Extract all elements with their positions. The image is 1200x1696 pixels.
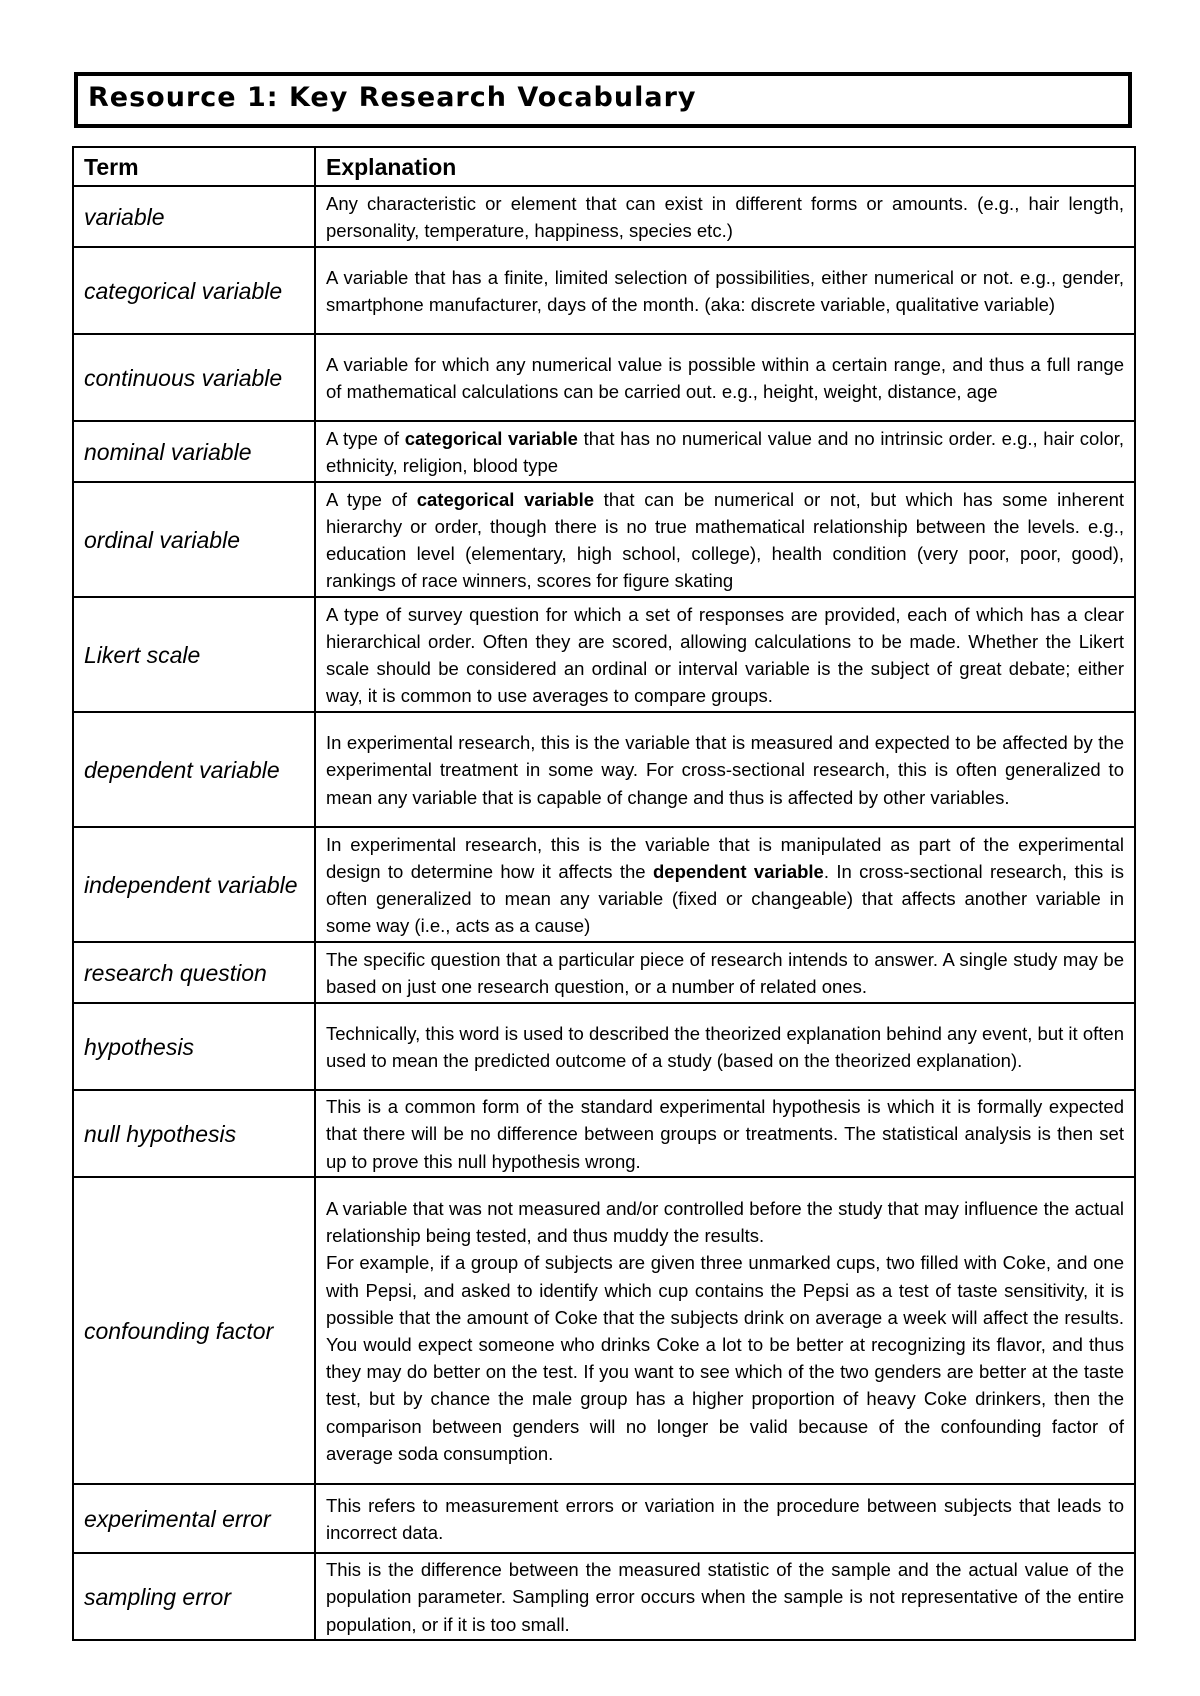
explanation-text: A type of (326, 488, 417, 510)
table-row (73, 597, 1135, 712)
explanation-keyword: dependent variable (652, 860, 824, 882)
table-row (73, 1003, 1135, 1090)
term-cell: ordinal variable (73, 482, 315, 597)
term-cell: dependent variable (73, 712, 315, 827)
table-row (73, 712, 1135, 827)
table-header-row (73, 147, 1135, 186)
term-cell: hypothesis (73, 1003, 315, 1090)
term-cell: confounding factor (73, 1177, 315, 1484)
explanation-cell: Technically, this word is used to described the theorized explanation behind any event, but it often used to mean the predicted outcome of a study (based on the theorized explanation). (315, 1003, 1135, 1090)
header-term: Term (73, 147, 315, 186)
term-cell: experimental error (73, 1484, 315, 1553)
explanation-cell (315, 421, 1135, 482)
explanation-cell: This refers to measurement errors or variation in the procedure between subjects that leads to incorrect data. (315, 1484, 1135, 1553)
explanation-cell (315, 1177, 1135, 1484)
term-cell: sampling error (73, 1553, 315, 1640)
explanation-text: In experimental research, this is the variable that is manipulated as part of the experimental design to determine how it affects the (326, 833, 1124, 882)
explanation-text: that can be numerical or not, but which has some inherent hierarchy or order, though there is no true mathematical relationship between the levels. e.g., education level (elementary, high school, college), health condition (very poor, poor, good), rankings of race winners, scores for figure skating (326, 488, 1125, 592)
page-title: Resource 1: Key Research Vocabulary (88, 82, 697, 113)
explanation-cell: This is a common form of the standard experimental hypothesis is which it is formally expected that there will be no difference between groups or treatments. The statistical analysis is then set up to prove this null hypothesis wrong. (315, 1090, 1135, 1177)
explanation-text: that has no numerical value and no intrinsic order. e.g., hair color, ethnicity, religion, blood type (326, 427, 1125, 476)
explanation-keyword: categorical variable (416, 488, 595, 510)
table-row (73, 1177, 1135, 1484)
explanation-text: . In cross-sectional research, this is often generalized to mean any variable (fixed or changeable) that affects another variable in some way (i.e., acts as a cause) (326, 860, 1124, 937)
table-row (73, 186, 1135, 247)
title-box (74, 72, 1132, 128)
explanation-cell: A variable for which any numerical value is possible within a certain range, and thus a full range of mathematical calculations can be carried out. e.g., height, weight, distance, age (315, 334, 1135, 421)
table-row (73, 1484, 1135, 1553)
explanation-cell: The specific question that a particular piece of research intends to answer. A single study may be based on just one research question, or a number of related ones. (315, 942, 1135, 1003)
term-cell: Likert scale (73, 597, 315, 712)
term-cell: categorical variable (73, 247, 315, 334)
explanation-cell: A type of survey question for which a set of responses are provided, each of which has a clear hierarchical order. Often they are scored, allowing calculations to be made. Whether the Likert scale should be considered an ordinal or interval variable is the subject of great debate; either way, it is common to use averages to compare groups. (315, 597, 1135, 712)
table-row (73, 421, 1135, 482)
explanation-keyword: categorical variable (404, 427, 578, 449)
table-row (73, 334, 1135, 421)
term-cell: independent variable (73, 827, 315, 942)
explanation-paragraph: For example, if a group of subjects are given three unmarked cups, two filled with Coke, and one with Pepsi, and asked to identify which cup contains the Pepsi as a test of taste sensitivity, it is possible that the amount of Coke that the subjects drink on average a week will affect the results. You would expect someone who drinks Coke a lot to be better at recognizing its flavor, and thus they may do better on the test. If you want to see which of the two genders are better at the taste test, but by chance the male group has a higher proportion of heavy Coke drinkers, then the comparison between genders will no longer be valid because of the confounding factor of average soda consumption. (326, 1252, 1124, 1464)
explanation-paragraph: A variable that was not measured and/or controlled before the study that may influence the actual relationship being tested, and thus muddy the results. (326, 1197, 1124, 1247)
table-row (73, 482, 1135, 597)
explanation-cell (315, 482, 1135, 597)
vocabulary-table (72, 146, 1136, 1641)
explanation-cell (315, 827, 1135, 942)
term-cell: null hypothesis (73, 1090, 315, 1177)
explanation-cell: In experimental research, this is the variable that is measured and expected to be affected by the experimental treatment in some way. For cross-sectional research, this is often generalized to mean any variable that is capable of change and thus is affected by other variables. (315, 712, 1135, 827)
table-row (73, 1553, 1135, 1640)
explanation-cell: Any characteristic or element that can exist in different forms or amounts. (e.g., hair length, personality, temperature, happiness, species etc.) (315, 186, 1135, 247)
header-explanation: Explanation (315, 147, 1135, 186)
term-cell: continuous variable (73, 334, 315, 421)
term-cell: variable (73, 186, 315, 247)
term-cell: research question (73, 942, 315, 1003)
table-row (73, 827, 1135, 942)
table-row (73, 247, 1135, 334)
table-row (73, 942, 1135, 1003)
explanation-cell: This is the difference between the measured statistic of the sample and the actual value of the population parameter. Sampling error occurs when the sample is not representative of the entire population, or if it is too small. (315, 1553, 1135, 1640)
explanation-cell: A variable that has a finite, limited selection of possibilities, either numerical or not. e.g., gender, smartphone manufacturer, days of the month. (aka: discrete variable, qualitative variable) (315, 247, 1135, 334)
table-row (73, 1090, 1135, 1177)
explanation-text: A type of (326, 427, 405, 449)
term-cell: nominal variable (73, 421, 315, 482)
